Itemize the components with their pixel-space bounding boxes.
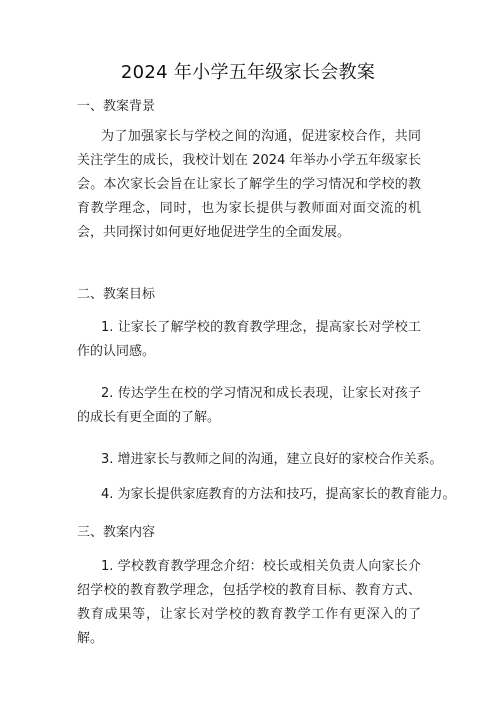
paragraph-objective-2: 2. 传达学生在校的学习情况和成长表现，让家长对孩子的成长有更全面的了解。 [77,386,421,425]
paragraph-objective-1: 1. 让家长了解学校的教育教学理念，提高家长对学校工作的认同感。 [77,320,421,359]
section-heading-background: 一、教案背景 [77,99,156,114]
document-title: 2024 年小学五年级家长会教案 [120,62,376,83]
section-heading-objectives: 二、教案目标 [77,287,156,302]
paragraph-background: 为了加强家长与学校之间的沟通，促进家校合作，共同关注学生的成长，我校计划在 2024 年举办小学五年级家长会。本次家长会旨在让家长了解学生的学习情况和学校的教育教学理念，同时，也为家长提供与教师面对面交流的机会，共同探讨如何更好地促进学生的全面发展。 [77,129,421,240]
paragraph-content-1: 1. 学校教育教学理念介绍：校长或相关负责人向家长介绍学校的教育教学理念，包括学校的教育目标、教育方式、教育成果等，让家长对学校的教育教学工作有更深入的了解。 [77,559,421,646]
paragraph-objective-3: 3. 增进家长与教师之间的沟通，建立良好的家校合作关系。 [101,452,443,467]
section-heading-content: 三、教案内容 [77,525,156,540]
paragraph-objective-4: 4. 为家长提供家庭教育的方法和技巧，提高家长的教育能力。 [101,487,456,502]
